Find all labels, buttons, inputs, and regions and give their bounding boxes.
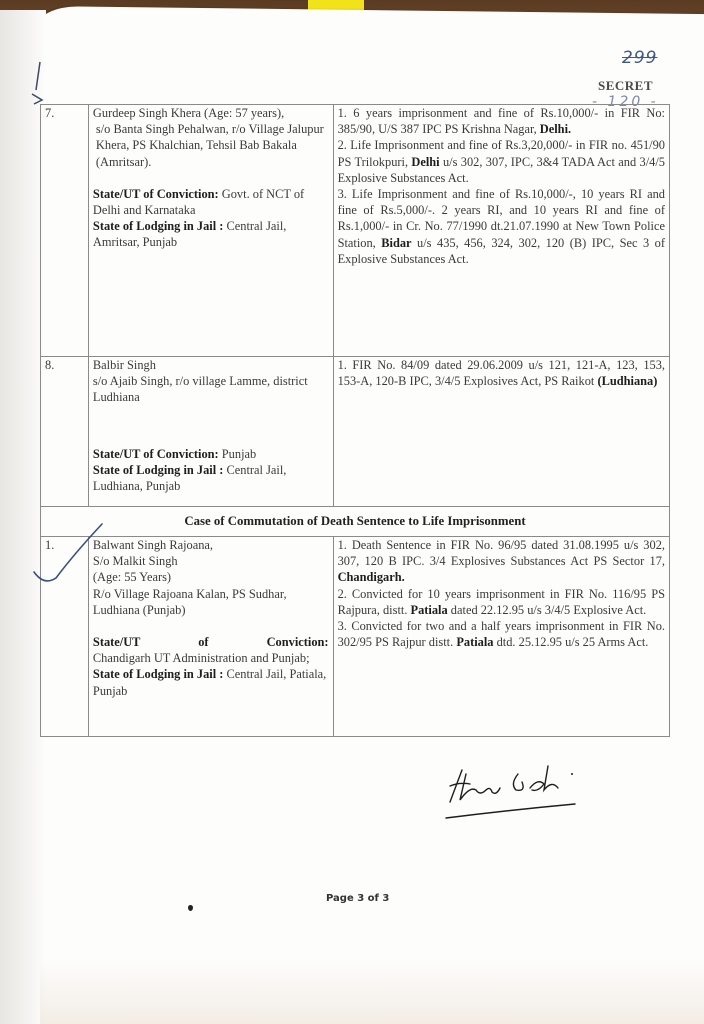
person-parentage-address: s/o Banta Singh Pehalwan, r/o Village Jalupur Khera, PS Khalchian, Tehsil Bab Bakala (Amritsar). bbox=[95, 122, 324, 169]
person-address: R/o Village Rajoana Kalan, PS Sudhar, Ludhiana (Punjab) bbox=[92, 586, 287, 617]
table-row bbox=[41, 537, 670, 737]
person-details bbox=[88, 537, 333, 737]
conviction-label: State/UT of Conviction: bbox=[92, 186, 219, 201]
conviction-value: Chandigarh UT Administration and Punjab; bbox=[92, 651, 310, 666]
signature-icon bbox=[440, 760, 590, 830]
jail-value: Central Jail, Patiala, Punjab bbox=[92, 667, 327, 698]
jail-label: State of Lodging in Jail : bbox=[92, 462, 224, 477]
conviction-state bbox=[93, 186, 329, 218]
page-number: Page 3 of 3 bbox=[326, 893, 390, 904]
jail-state bbox=[93, 218, 329, 250]
jail-value: Central Jail, Ludhiana, Punjab bbox=[92, 462, 287, 494]
conviction-state bbox=[93, 446, 329, 462]
conviction-value: Punjab bbox=[221, 446, 257, 461]
person-name: Gurdeep Singh Khera (Age: 57 years), bbox=[92, 106, 285, 120]
section-title: Case of Commutation of Death Sentence to Life Imprisonment bbox=[41, 507, 670, 537]
person-name: Balwant Singh Rajoana, bbox=[92, 538, 214, 552]
case-item: 1. FIR No. 84/09 dated 29.06.2009 u/s 121, 121-A, 123, 153, 153-A, 120-B IPC, 3/4/5 Explosives Act, PS Raikot (Ludhiana) bbox=[337, 358, 665, 389]
records-table bbox=[40, 104, 670, 737]
table-row bbox=[41, 357, 670, 507]
jail-label: State of Lodging in Jail : bbox=[92, 219, 224, 234]
serial-number: 8. bbox=[41, 357, 89, 507]
case-item: 1. Death Sentence in FIR No. 96/95 dated 31.08.1995 u/s 302, 307, 120 B IPC. 3/4 Explosives Substances Act PS Sector 17, Chandigarh. bbox=[337, 538, 665, 585]
person-details bbox=[88, 357, 333, 507]
case-details bbox=[333, 357, 669, 507]
person-details bbox=[88, 105, 333, 357]
jail-value: Central Jail, Amritsar, Punjab bbox=[92, 219, 287, 250]
case-item: 1. 6 years imprisonment and fine of Rs.10,000/- in FIR No: 385/90, U/S 387 IPC PS Krishna Nagar, Delhi. bbox=[337, 106, 665, 137]
jail-state bbox=[93, 666, 329, 698]
bottom-shadow bbox=[40, 960, 704, 1024]
conviction-label: State/UT of Conviction: bbox=[92, 635, 329, 650]
section-header-row bbox=[41, 507, 670, 537]
handwritten-folio-number: - 120 - bbox=[592, 94, 659, 110]
case-item: 2. Convicted for 10 years imprisonment in FIR No. 116/95 PS Rajpura, distt. Patiala dated 22.12.95 u/s 3/4/5 Explosive Act. bbox=[337, 586, 665, 617]
conviction-label: State/UT of Conviction: bbox=[92, 446, 219, 461]
case-item: 3. Life Imprisonment and fine of Rs.10,000/-, 10 years RI and fine of Rs.5,000/-. 2 years RI, and 10 years RI and fine of Rs.1,000/- in Cr. No. 77/1990 dt.21.07.1990 at New Town Police Station, Bidar u/s 435, 456, 324, 302, 120 (B) IPC, Sec 3 of Explosive Substances Act. bbox=[337, 187, 665, 266]
case-item: 3. Convicted for two and a half years imprisonment in FIR No. 302/95 PS Rajpur distt. Patiala dtd. 25.12.95 u/s 25 Arms Act. bbox=[337, 619, 665, 650]
classification-label: SECRET bbox=[598, 78, 654, 93]
person-age: (Age: 55 Years) bbox=[92, 570, 172, 585]
person-parentage: S/o Malkit Singh bbox=[92, 554, 178, 569]
person-parentage-address: s/o Ajaib Singh, r/o village Lamme, district Ludhiana bbox=[92, 374, 308, 405]
case-details bbox=[333, 105, 669, 357]
handwritten-page-stamp: 299 bbox=[622, 48, 658, 68]
case-details bbox=[333, 537, 669, 737]
serial-number: 1. bbox=[41, 537, 89, 737]
jail-state bbox=[93, 462, 329, 494]
serial-number: 7. bbox=[41, 105, 89, 357]
checkmark-icon bbox=[30, 520, 110, 590]
jail-label: State of Lodging in Jail : bbox=[92, 667, 224, 682]
person-name: Balbir Singh bbox=[92, 358, 156, 372]
table-row bbox=[41, 105, 670, 357]
conviction-value: Govt. of NCT of Delhi and Karnataka bbox=[92, 186, 305, 218]
margin-pen-mark-icon bbox=[28, 60, 58, 110]
case-item: 2. Life Imprisonment and fine of Rs.3,20,000/- in FIR no. 451/90 PS Trilokpuri, Delhi u/s 302, 307, IPC, 3&4 TADA Act and 3/4/5 Explosive Substances Act. bbox=[337, 138, 665, 185]
